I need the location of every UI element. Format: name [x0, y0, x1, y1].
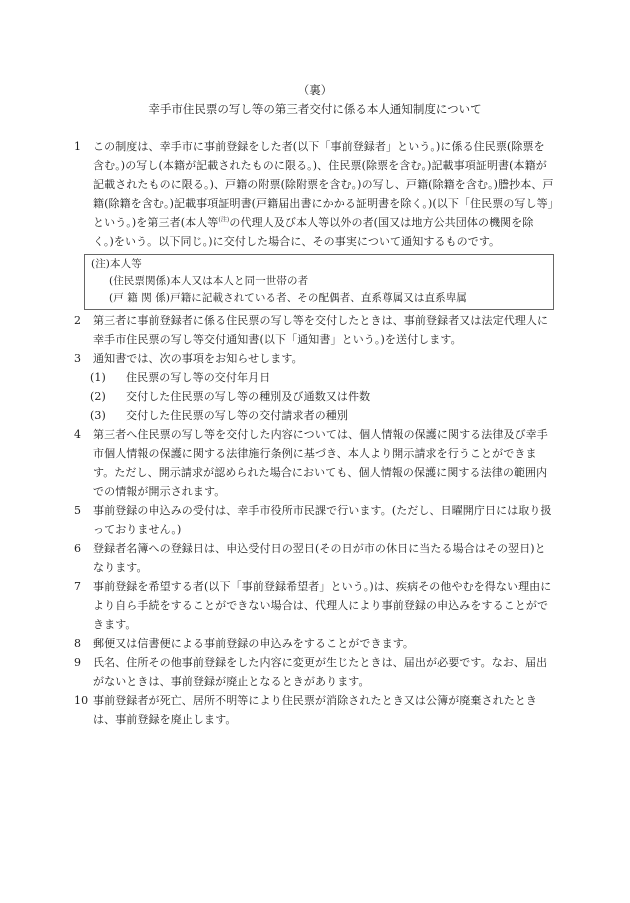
item-number: 9: [74, 656, 82, 669]
note-marker: (注): [218, 216, 230, 224]
list-item-3: [74, 349, 554, 368]
item-text: 氏名、住所その他事前登録をした内容に変更が生じたときは、届出が必要です。なお、届出がないときは、事前登録が廃止となるときがあります。: [93, 656, 548, 688]
page-side-label: （裏）: [297, 83, 333, 97]
list-item-7: [74, 577, 554, 634]
list-item-4: [74, 425, 554, 501]
page-title: 幸手市住民票の写し等の第三者交付に係る本人通知制度について: [148, 102, 482, 116]
sub-item-number: (3): [90, 409, 106, 422]
item-number: 5: [74, 504, 82, 517]
item-text: 郵便又は信書便による事前登録の申込みをすることができます。: [93, 637, 415, 650]
item-number: 7: [74, 580, 82, 593]
sub-item-number: (2): [90, 390, 106, 403]
item-text: 第三者に事前登録者に係る住民票の写し等を交付したときは、事前登録者又は法定代理人に幸手市住民票の写し等交付通知書(以下「通知書」という。)を送付します。: [93, 314, 549, 346]
item-text: 事前登録者が死亡、居所不明等により住民票が消除されたとき又は公簿が廃棄されたときは、事前登録を廃止します。: [93, 694, 537, 726]
list-item-2: [74, 311, 554, 349]
list-item-9: [74, 653, 554, 691]
list-item-10: [74, 691, 554, 729]
sub-item-number: (1): [90, 371, 106, 384]
list-item-5: [74, 501, 554, 539]
item-number: 2: [74, 314, 82, 327]
note-resident-line: (住民票関係)本人又は本人と同一世帯の者: [109, 275, 309, 287]
sub-item-text: 交付した住民票の写し等の交付請求者の種別: [126, 409, 348, 422]
item-text-continued: の代理人及び本人等以外の者(国又は地方公共団体の機関を除く。)をいう。以下同じ。)に交付した場合に、その事実について通知するものです。: [93, 216, 534, 248]
item-number: 4: [74, 428, 82, 441]
note-family-register-line: (戸 籍 関 係)戸籍に記載されている者、その配偶者、直系尊属又は直系卑属: [109, 292, 467, 304]
item-text: 事前登録を希望する者(以下「事前登録希望者」という。)は、疾病その他やむを得ない理由により自ら手続をすることができない場合は、代理人により事前登録の申込みをすることができます。: [93, 580, 552, 631]
sub-item-1: [74, 368, 554, 387]
note-heading: (注)本人等: [91, 258, 142, 270]
note-box: [84, 254, 554, 310]
item-text: 登録者名簿への登録日は、申込受付日の翌日(その日が市の休日に当たる場合はその翌日)となります。: [93, 542, 546, 574]
item-text: 第三者へ住民票の写し等を交付した内容については、個人情報の保護に関する法律及び幸手市個人情報の保護に関する法律施行条例に基づき、本人より開示請求を行うことができます。ただし、開示請求が認められた場合においても、個人情報の保護に関する法律の範囲内での情報が開示されます。: [93, 428, 548, 498]
item-text: この制度は、幸手市に事前登録をした者(以下「事前登録者」という。)に係る住民票(除票を含む。)の写し(本籍が記載されたものに限る。)、住民票(除票を含む。)記載事項証明書(本籍が記載されたものに限る。)、戸籍の附票(除附票を含む。)の写し、戸籍(除籍を含む。)謄抄本、戸籍(除籍を含む。)記載事項証明書(戸籍届出書にかかる証明書を除く。)(以下「住民票の写し等」という。)を第三者(本人等: [93, 140, 554, 229]
document-body: [74, 137, 554, 729]
item-text: 通知書では、次の事項をお知らせします。: [93, 352, 303, 365]
list-item-8: [74, 634, 554, 653]
list-item-6: [74, 539, 554, 577]
item-number: 6: [74, 542, 82, 555]
item-number: 3: [74, 352, 82, 365]
item-number: 10: [74, 694, 89, 707]
item-number: 1: [74, 140, 82, 153]
item-text: 事前登録の申込みの受付は、幸手市役所市民課で行います。(ただし、日曜開庁日には取り扱っておりません。): [93, 504, 552, 536]
sub-item-text: 住民票の写し等の交付年月日: [126, 371, 271, 384]
sub-item-3: [74, 406, 554, 425]
sub-item-2: [74, 387, 554, 406]
sub-item-text: 交付した住民票の写し等の種別及び通数又は件数: [126, 390, 371, 403]
list-item-1: [74, 137, 554, 251]
item-number: 8: [74, 637, 82, 650]
